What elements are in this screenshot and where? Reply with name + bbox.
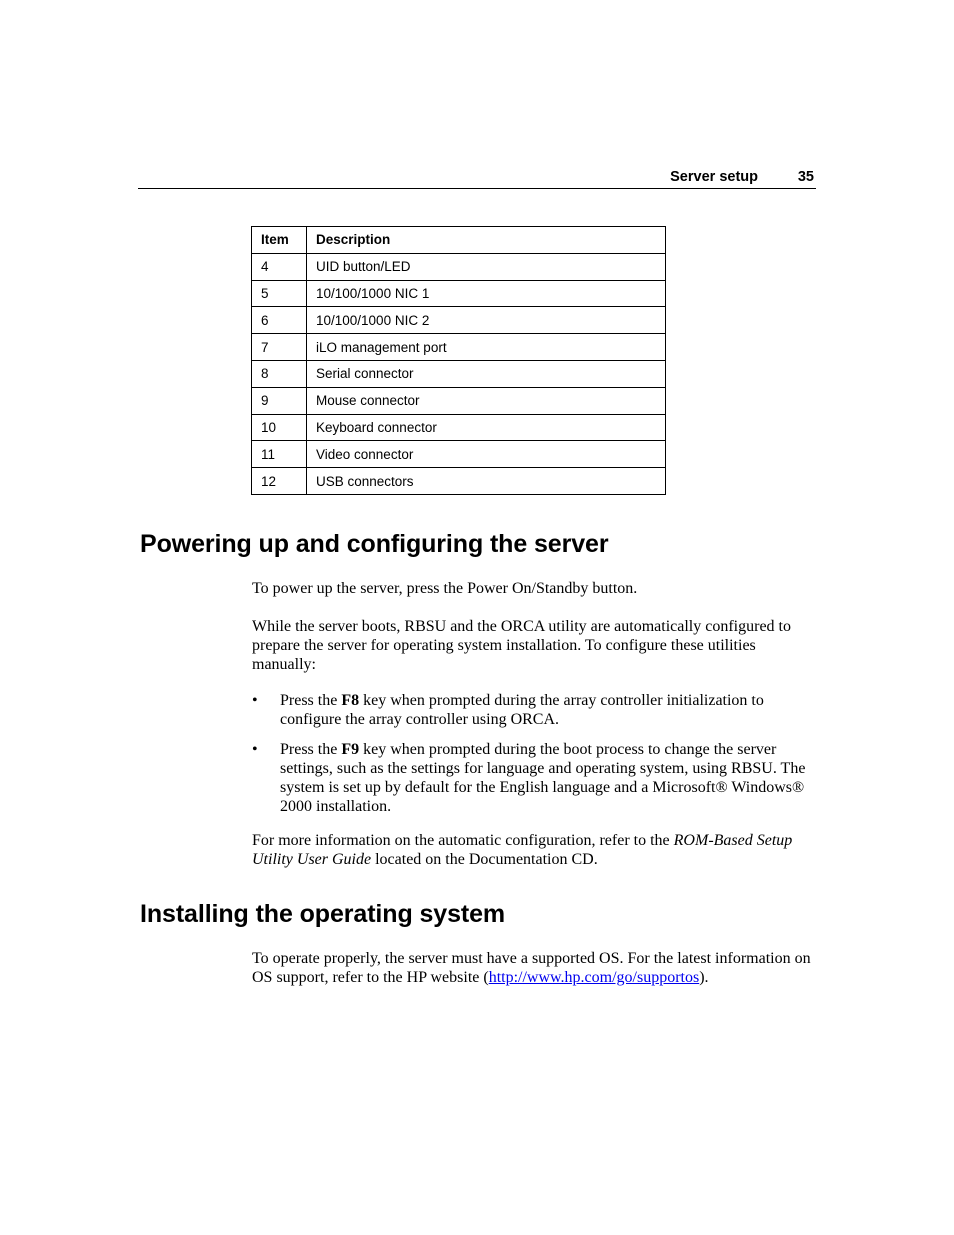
paragraph-os-support: To operate properly, the server must have a supported OS. For the latest information on OS support, refer to the HP website (http://www.hp.com/go/supportos).	[252, 950, 811, 986]
cell-item: 8	[252, 360, 307, 387]
table-row	[252, 334, 666, 361]
cell-item: 4	[252, 253, 307, 280]
paragraph-boot-config: While the server boots, RBSU and the ORCA utility are automatically configured to prepare the server for operating system installation. To configure these utilities manually:	[252, 618, 791, 673]
table-row	[252, 387, 666, 414]
cell-item: 11	[252, 441, 307, 468]
bullet-text: Press the F9 key when prompted during the boot process to change the server settings, such as the settings for language and operating system, using RBSU. The system is set up by default for the English language and a Microsoft® Windows® 2000 installation.	[280, 741, 806, 815]
section-heading-powering-up: Powering up and configuring the server	[140, 530, 609, 558]
cell-item: 9	[252, 387, 307, 414]
cell-item: 12	[252, 468, 307, 495]
item-description-table	[251, 226, 666, 495]
cell-description: USB connectors	[307, 468, 666, 495]
table-header-row	[252, 227, 666, 254]
table-row	[252, 253, 666, 280]
table-row	[252, 441, 666, 468]
cell-description: Keyboard connector	[307, 414, 666, 441]
header-page-number: 35	[797, 169, 814, 185]
header-section-title: Server setup	[670, 169, 758, 185]
table-row	[252, 280, 666, 307]
bullet-marker: •	[252, 741, 258, 758]
paragraph-more-info: For more information on the automatic configuration, refer to the ROM-Based Setup Utility User Guide located on the Documentation CD.	[252, 832, 793, 868]
section-heading-installing-os: Installing the operating system	[140, 900, 506, 928]
cell-item: 6	[252, 307, 307, 334]
cell-description: Mouse connector	[307, 387, 666, 414]
cell-description: 10/100/1000 NIC 1	[307, 280, 666, 307]
table-row	[252, 360, 666, 387]
table-row	[252, 307, 666, 334]
column-header-item: Item	[252, 227, 307, 254]
cell-description: UID button/LED	[307, 253, 666, 280]
bullet-marker: •	[252, 692, 258, 709]
running-header	[138, 168, 816, 189]
paragraph-power-up: To power up the server, press the Power On/Standby button.	[252, 580, 638, 597]
bullet-text: Press the F8 key when prompted during the array controller initialization to configure the array controller using ORCA.	[280, 692, 764, 728]
guide-title: ROM-Based Setup Utility User Guide	[252, 832, 793, 868]
cell-description: Serial connector	[307, 360, 666, 387]
column-header-description: Description	[307, 227, 666, 254]
key-name-f8: F8	[341, 692, 360, 709]
cell-description: 10/100/1000 NIC 2	[307, 307, 666, 334]
cell-item: 7	[252, 334, 307, 361]
hp-support-link[interactable]: http://www.hp.com/go/supportos	[488, 969, 700, 986]
cell-description: iLO management port	[307, 334, 666, 361]
cell-item: 5	[252, 280, 307, 307]
table-row	[252, 468, 666, 495]
key-name-f9: F9	[341, 741, 360, 758]
cell-item: 10	[252, 414, 307, 441]
cell-description: Video connector	[307, 441, 666, 468]
table-row	[252, 414, 666, 441]
